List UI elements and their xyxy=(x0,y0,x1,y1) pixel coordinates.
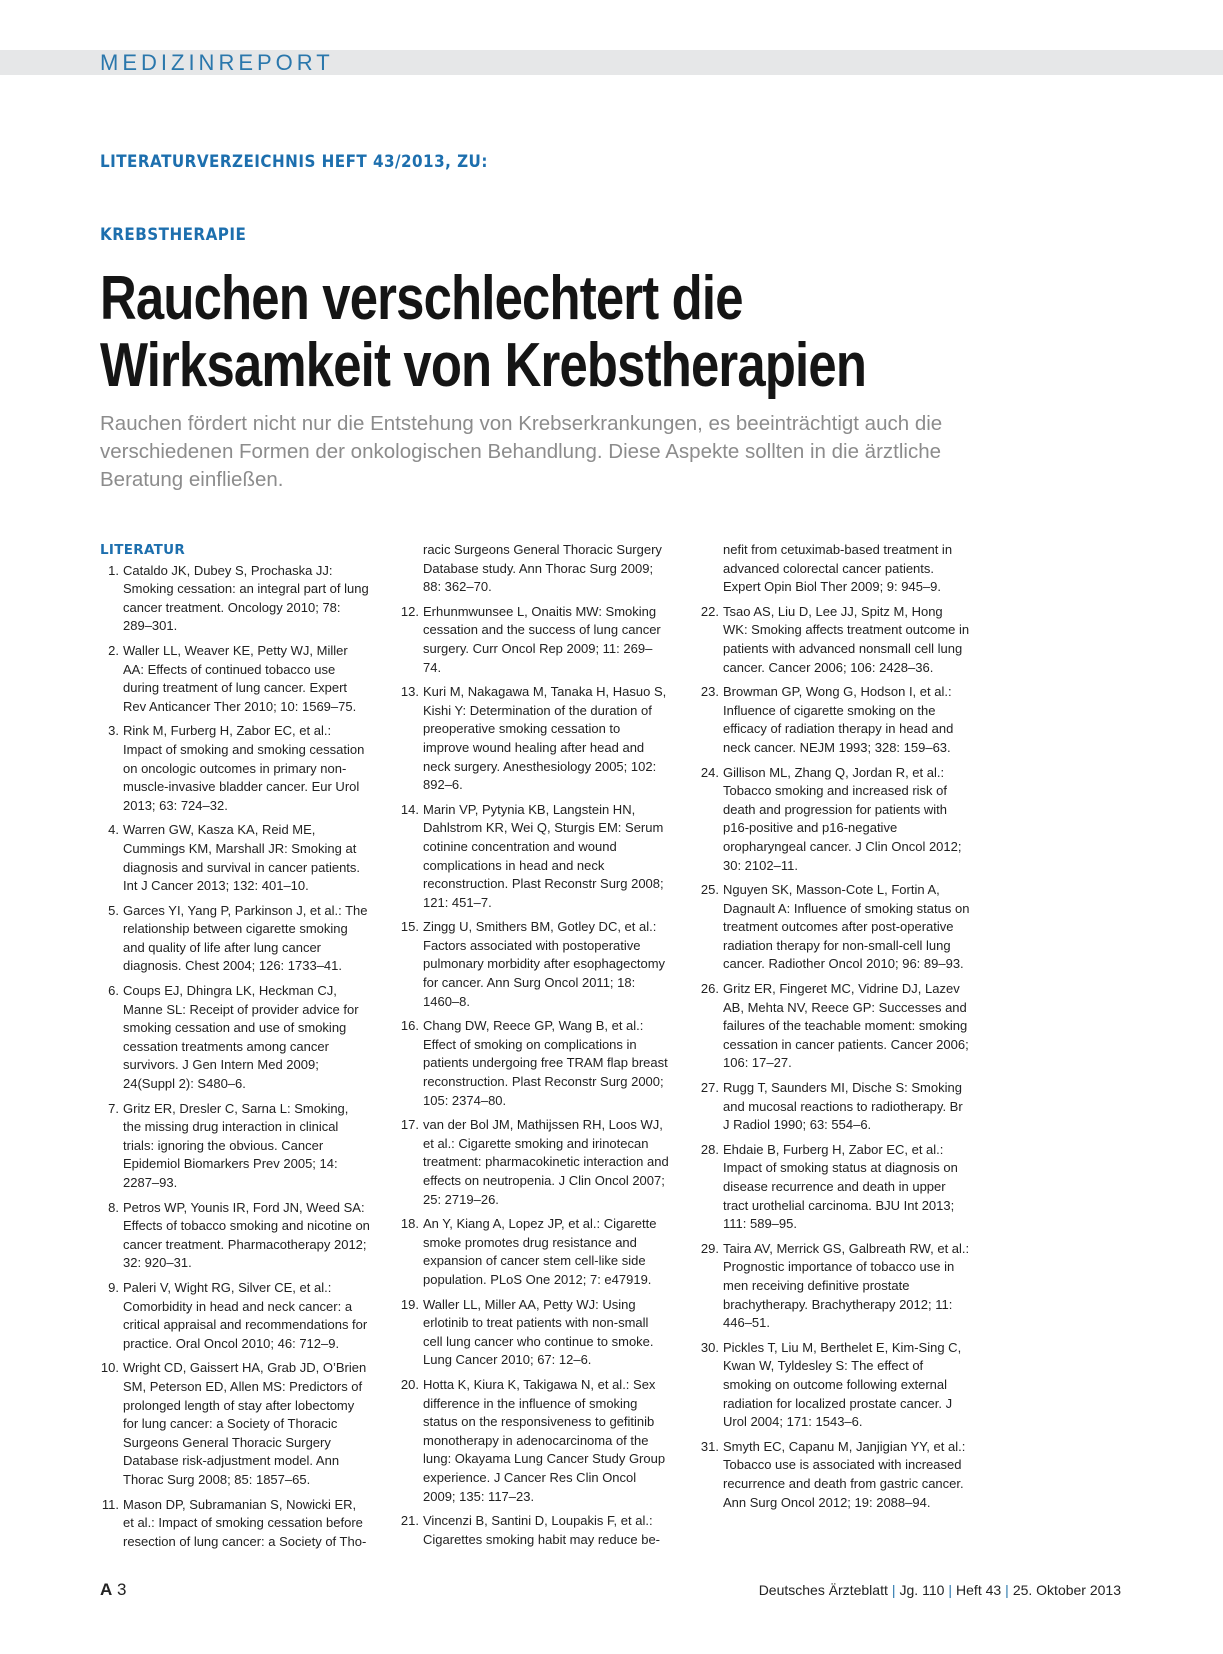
section-label: MEDIZINREPORT xyxy=(100,50,334,75)
reference-continuation: nefit from cetuximab-based treatment in advanced colorectal cancer patients. Expert Opin Biol Ther 2009; 9: 945–9. xyxy=(723,542,953,595)
reference-number: 29. xyxy=(700,1240,719,1256)
reference-number: 16. xyxy=(400,1018,419,1034)
reference-text: Waller LL, Weaver KE, Petty WJ, Miller AA: Effects of continued tobacco use during treatment of lung cancer. Expert Rev Anticancer Ther 2010; 10: 1569–75. xyxy=(123,642,357,714)
reference-text: Gritz ER, Dresler C, Sarna L: Smoking, the missing drug interaction in clinical trials: ignoring the obvious. Cancer Epidemiol Biomarkers Prev 2005; 14: 2287–93. xyxy=(123,1100,349,1190)
reference-text: Garces YI, Yang P, Parkinson J, et al.: The relationship between cigarette smoking and quality of life after lung cancer diagnosis. Chest 2004; 126: 1733–41. xyxy=(123,902,368,974)
rubric-label: KREBSTHERAPIE xyxy=(100,225,247,244)
reference-text: Zingg U, Smithers BM, Gotley DC, et al.: Factors associated with postoperative pulmonary morbidity after esophagectomy for cancer. Ann Surg Oncol 2011; 18: 1460–8. xyxy=(423,919,666,1009)
reference-text: Coups EJ, Dhingra LK, Heckman CJ, Manne SL: Receipt of provider advice for smoking cessation and use of smoking cessation treatments among cancer survivors. J Gen Intern Med 2009; 24(Suppl 2): S480–6. xyxy=(123,983,359,1092)
reference-text: Cataldo JK, Dubey S, Prochaska JJ: Smoking cessation: an integral part of lung cancer treatment. Oncology 2010; 78: 289–301. xyxy=(123,562,369,634)
journal-name: Deutsches Ärzteblatt xyxy=(758,1582,888,1598)
reference-number: 3. xyxy=(108,723,119,739)
reference-number: 1. xyxy=(108,562,119,578)
reference-item xyxy=(700,1438,970,1512)
reference-columns xyxy=(100,541,1000,1549)
reference-item xyxy=(400,1215,670,1289)
reference-item xyxy=(400,918,670,1011)
reference-item xyxy=(700,1141,970,1234)
reference-text: Rugg T, Saunders MI, Dische S: Smoking and mucosal reactions to radiotherapy. Br J Radiol 1990; 63: 554–6. xyxy=(723,1080,963,1133)
reference-number: 11. xyxy=(101,1496,119,1512)
reference-number: 13. xyxy=(400,684,419,700)
reference-text: Wright CD, Gaissert HA, Grab JD, O’Brien SM, Peterson ED, Allen MS: Predictors of prolonged length of stay after lobectomy for lung cancer: a Society of Thoracic Surgeons General Thoracic Surgery Database risk-adjustment model. Ann Thorac Surg 2008; 85: 1857–65. xyxy=(123,1360,367,1487)
reference-number: 18. xyxy=(400,1216,419,1232)
reference-text: Gillison ML, Zhang Q, Jordan R, et al.: Tobacco smoking and increased risk of death and progression for patients with p16-positive and p16-negative oropharyngeal cancer. J Clin Oncol 2012; 30: 2102–11. xyxy=(723,764,962,873)
reference-text: van der Bol JM, Mathijssen RH, Loos WJ, et al.: Cigarette smoking and irinotecan treatment: pharmacokinetic interaction and effects on neutropenia. J Clin Oncol 2007; 25: 2719–26. xyxy=(423,1117,669,1207)
reference-text: Rink M, Furberg H, Zabor EC, et al.: Impact of smoking and smoking cessation on oncologic outcomes in primary non-muscle-invasive bladder cancer. Eur Urol 2013; 63: 724–32. xyxy=(123,723,365,813)
reference-text: Tsao AS, Liu D, Lee JJ, Spitz M, Hong WK: Smoking affects treatment outcome in patients with advanced nonsmall cell lung cancer. Cancer 2006; 106: 2428–36. xyxy=(723,603,970,675)
reference-column-2 xyxy=(400,541,670,1555)
reference-text: Mason DP, Subramanian S, Nowicki ER, et al.: Impact of smoking cessation before resection of lung cancer: a Society of Tho- xyxy=(123,1496,367,1549)
reference-item xyxy=(100,1496,370,1552)
reference-number: 15. xyxy=(400,919,419,935)
page-letter: A xyxy=(100,1580,113,1599)
reference-text: Waller LL, Miller AA, Petty WJ: Using erlotinib to treat patients with non-small cell lung cancer who continue to smoke. Lung Cancer 2010; 67: 12–6. xyxy=(423,1296,654,1368)
reference-item xyxy=(100,562,370,636)
reference-column-1 xyxy=(100,541,370,1557)
reference-number: 2. xyxy=(108,642,119,658)
literature-index-heading: LITERATURVERZEICHNIS HEFT 43/2013, ZU: xyxy=(100,152,488,171)
reference-number: 26. xyxy=(700,981,719,997)
reference-number: 19. xyxy=(400,1296,419,1312)
reference-item xyxy=(400,1376,670,1506)
footer-citation: Deutsches Ärzteblatt | Jg. 110 | Heft 43 | 25. Oktober 2013 xyxy=(758,1582,1121,1598)
reference-item xyxy=(400,1116,670,1209)
reference-number: 7. xyxy=(108,1100,119,1116)
reference-number: 31. xyxy=(700,1438,719,1454)
reference-item xyxy=(700,603,970,677)
reference-number: 24. xyxy=(700,764,719,780)
reference-item xyxy=(100,902,370,976)
literature-label: LITERATUR xyxy=(100,542,186,558)
reference-text: Kuri M, Nakagawa M, Tanaka H, Hasuo S, Kishi Y: Determination of the duration of preoperative smoking cessation to improve wound healing after head and neck surgery. Anesthesiology 2005; 102: 892–6. xyxy=(423,684,667,793)
reference-item xyxy=(700,764,970,876)
reference-item xyxy=(100,1100,370,1193)
reference-continuation: racic Surgeons General Thoracic Surgery Database study. Ann Thorac Surg 2009; 88: 362–70. xyxy=(423,542,662,595)
reference-item xyxy=(100,642,370,716)
reference-number: 9. xyxy=(108,1279,119,1295)
reference-item xyxy=(700,1339,970,1432)
reference-number: 27. xyxy=(700,1080,719,1096)
reference-number: 30. xyxy=(700,1339,719,1355)
reference-item xyxy=(100,1279,370,1353)
journal-date: 25. Oktober 2013 xyxy=(1012,1582,1121,1598)
reference-number: 14. xyxy=(400,801,419,817)
reference-number: 10. xyxy=(100,1360,119,1376)
reference-item xyxy=(400,1296,670,1370)
reference-item xyxy=(700,683,970,757)
reference-item xyxy=(400,1017,670,1110)
reference-text: Nguyen SK, Masson-Cote L, Fortin A, Dagnault A: Influence of smoking status on treatment outcomes after post-operative radiation therapy for non-small-cell lung cancer. Radiother Oncol 2010; 96: 89–93. xyxy=(723,882,970,972)
reference-text: Warren GW, Kasza KA, Reid ME, Cummings KM, Marshall JR: Smoking at diagnosis and survival in cancer patients. Int J Cancer 2013; 132: 401–10. xyxy=(123,822,361,894)
page-number-value: 3 xyxy=(117,1580,127,1599)
reference-text: Taira AV, Merrick GS, Galbreath RW, et al.: Prognostic importance of tobacco use in men receiving definitive prostate brachytherapy. Brachytherapy 2012; 11: 446–51. xyxy=(723,1240,970,1331)
article-title xyxy=(100,265,920,399)
reference-item xyxy=(700,1240,970,1333)
reference-text: Marin VP, Pytynia KB, Langstein HN, Dahlstrom KR, Wei Q, Sturgis EM: Serum cotinine concentration and wound complications in head and neck reconstruction. Plast Reconstr Surg 2008; 121: 451–7. xyxy=(423,801,664,910)
reference-text: Pickles T, Liu M, Berthelet E, Kim-Sing C, Kwan W, Tyldesley S: The effect of smoking on outcome following external radiation for localized prostate cancer. J Urol 2004; 171: 1543–6. xyxy=(723,1339,962,1430)
reference-number: 21. xyxy=(400,1513,419,1529)
reference-number: 22. xyxy=(700,603,719,619)
reference-number: 28. xyxy=(700,1141,719,1157)
reference-text: Paleri V, Wight RG, Silver CE, et al.: Comorbidity in head and neck cancer: a critical appraisal and recommendations for practice. Oral Oncol 2010; 46: 712–9. xyxy=(123,1279,368,1351)
reference-number: 4. xyxy=(108,822,119,838)
reference-item xyxy=(100,821,370,895)
reference-item xyxy=(400,1512,670,1549)
reference-text: Vincenzi B, Santini D, Loupakis F, et al.: Cigarettes smoking habit may reduce be- xyxy=(423,1513,661,1547)
reference-number: 5. xyxy=(108,902,119,918)
article-subtitle: Rauchen fördert nicht nur die Entstehung von Krebserkrankungen, es beeinträchtigt auch die verschiedenen Formen der onkologischen Behandlung. Diese Aspekte sollten in die ärztliche Beratung einfließen. xyxy=(100,412,943,491)
reference-text: Erhunmwunsee L, Onaitis MW: Smoking cessation and the success of lung cancer surgery. Curr Oncol Rep 2009; 11: 269–74. xyxy=(423,603,661,675)
reference-item xyxy=(400,801,670,913)
reference-item xyxy=(700,881,970,974)
title-line-2: Wirksamkeit von Krebstherapien xyxy=(100,331,867,400)
reference-column-3 xyxy=(700,541,970,1518)
reference-text: Smyth EC, Capanu M, Janjigian YY, et al.: Tobacco use is associated with increased recurrence and death from gastric cancer. Ann Surg Oncol 2012; 19: 2088–94. xyxy=(723,1438,966,1510)
reference-number: 23. xyxy=(700,684,719,700)
reference-number: 20. xyxy=(400,1376,419,1392)
reference-text: Chang DW, Reece GP, Wang B, et al.: Effect of smoking on complications in patients undergoing free TRAM flap breast reconstruction. Plast Reconstr Surg 2000; 105: 2374–80. xyxy=(423,1018,668,1108)
reference-text: Browman GP, Wong G, Hodson I, et al.: Influence of cigarette smoking on the efficacy of radiation therapy in head and neck cancer. NEJM 1993; 328: 159–63. xyxy=(723,684,954,755)
reference-number: 8. xyxy=(108,1199,119,1215)
reference-text: Hotta K, Kiura K, Takigawa N, et al.: Sex difference in the influence of smoking status on the responsiveness to gefitinib monotherapy in adenocarcinoma of the lung: Okayama Lung Cancer Study Group experience. J Cancer Res Clin Oncol 2009; 135: 117–23. xyxy=(423,1376,666,1504)
reference-item xyxy=(100,1359,370,1489)
journal-volume: Jg. 110 xyxy=(899,1582,945,1598)
reference-item xyxy=(100,982,370,1094)
reference-item xyxy=(700,1079,970,1135)
reference-text: Gritz ER, Fingeret MC, Vidrine DJ, Lazev AB, Mehta NV, Reece GP: Successes and failures of the teachable moment: smoking cessation in cancer patients. Cancer 2006; 106: 17–27. xyxy=(723,981,969,1071)
title-line-1: Rauchen verschlechtert die xyxy=(100,264,743,333)
reference-item xyxy=(400,603,670,677)
reference-item xyxy=(100,1199,370,1273)
journal-issue: Heft 43 xyxy=(956,1582,1002,1598)
page-number xyxy=(100,1580,126,1600)
reference-text: An Y, Kiang A, Lopez JP, et al.: Cigarette smoke promotes drug resistance and expansion of cancer stem cell-like side population. PLoS One 2012; 7: e47919. xyxy=(423,1216,657,1287)
reference-text: Petros WP, Younis IR, Ford JN, Weed SA: Effects of tobacco smoking and nicotine on cancer treatment. Pharmacotherapy 2012; 32: 920–31. xyxy=(123,1199,370,1271)
reference-text: Ehdaie B, Furberg H, Zabor EC, et al.: Impact of smoking status at diagnosis on disease recurrence and death in upper tract urothelial carcinoma. BJU Int 2013; 111: 589–95. xyxy=(723,1141,958,1232)
reference-number: 12. xyxy=(400,603,419,619)
reference-number: 6. xyxy=(108,983,119,999)
reference-number: 17. xyxy=(400,1117,419,1133)
reference-number: 25. xyxy=(700,882,719,898)
reference-item xyxy=(700,980,970,1073)
reference-item xyxy=(400,683,670,795)
reference-item xyxy=(100,722,370,815)
